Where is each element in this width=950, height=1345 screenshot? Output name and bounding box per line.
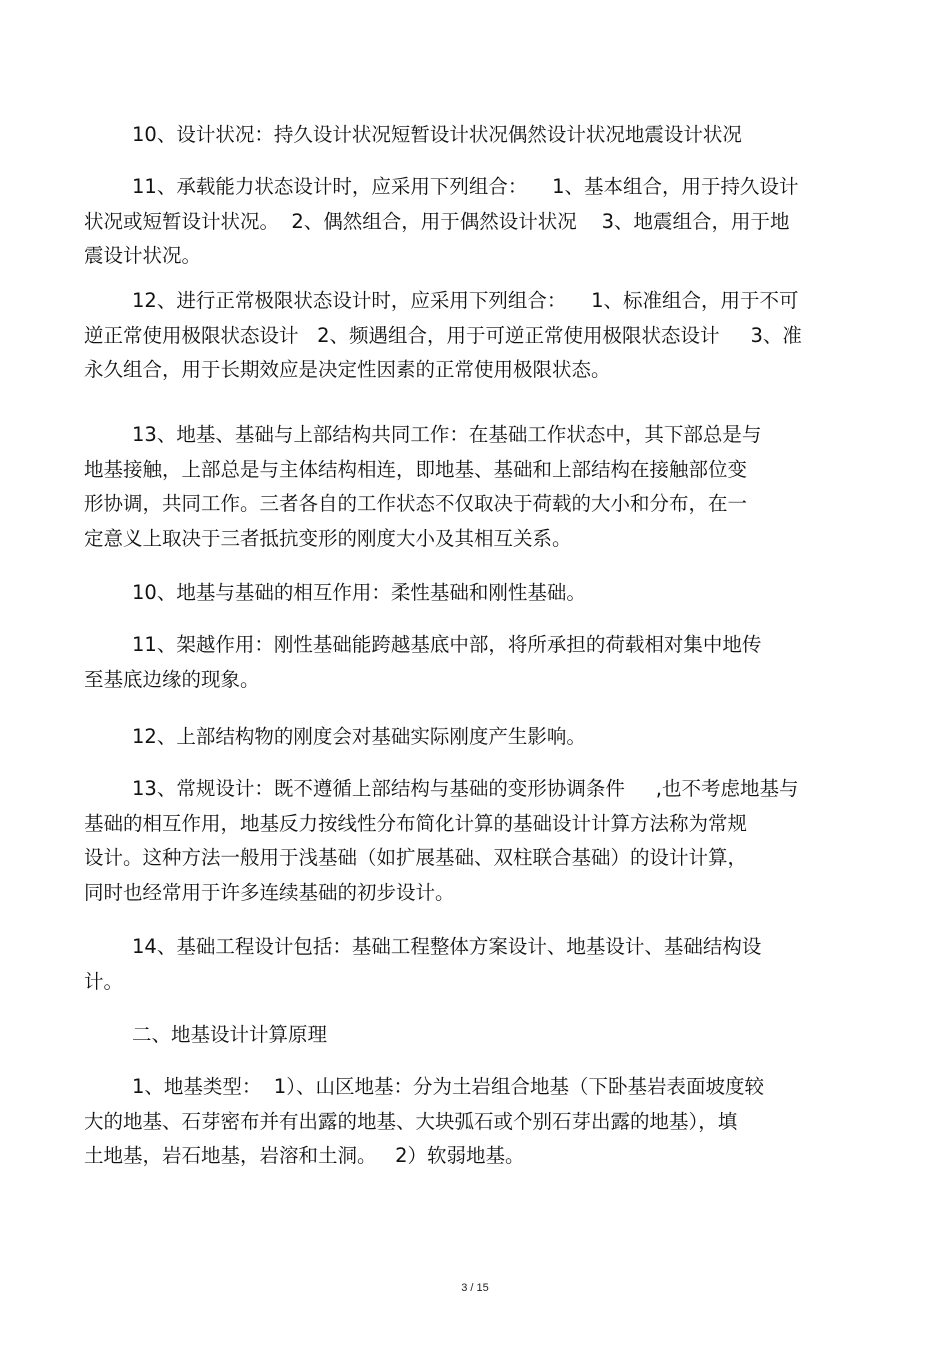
paragraph-2-line-2: 状况或短暂设计状况。 2、偶然组合，用于偶然设计状况 3、地震组合，用于地: [84, 209, 790, 233]
paragraph-3-line-1: 12、进行正常极限状态设计时，应采用下列组合： 1、标准组合，用于不可: [132, 289, 799, 312]
paragraph-10-line-1: 二、地基设计计算原理: [132, 1023, 328, 1046]
paragraph-6-line-1: 11、架越作用：刚性基础能跨越基底中部，将所承担的荷载相对集中地传: [132, 633, 762, 656]
paragraph-2-line-3: 震设计状况。: [84, 244, 202, 267]
paragraph-4-line-2: 地基接触，上部总是与主体结构相连，即地基、基础和上部结构在接触部位变: [84, 457, 748, 481]
paragraph-8-line-4: 同时也经常用于许多连续基础的初步设计。: [84, 880, 455, 904]
paragraph-11-line-3: 土地基，岩石地基，岩溶和土洞。 2）软弱地基。: [84, 1144, 525, 1167]
paragraph-2-line-1: 11、承载能力状态设计时，应采用下列组合： 1、基本组合，用于持久设计: [132, 175, 799, 198]
paragraph-9-line-2: 计。: [84, 969, 124, 993]
paragraph-9-line-1: 14、基础工程设计包括：基础工程整体方案设计、地基设计、基础结构设: [132, 935, 762, 958]
paragraph-4-line-4: 定意义上取决于三者抵抗变形的刚度大小及其相互关系。: [84, 526, 572, 550]
paragraph-7-line-1: 12、上部结构物的刚度会对基础实际刚度产生影响。: [132, 725, 586, 748]
paragraph-3-line-3: 永久组合，用于长期效应是决定性因素的正常使用极限状态。: [84, 358, 611, 381]
paragraph-8-line-2: 基础的相互作用，地基反力按线性分布简化计算的基础设计计算方法称为常规: [84, 811, 748, 835]
paragraph-8-line-1: 13、常规设计：既不遵循上部结构与基础的变形协调条件 ,也不考虑地基与: [132, 777, 799, 800]
paragraph-6-line-2: 至基底边缘的现象。: [84, 667, 260, 691]
page-number: 3 / 15: [461, 1282, 489, 1294]
paragraph-4-line-1: 13、地基、基础与上部结构共同工作：在基础工作状态中，其下部总是与: [132, 423, 762, 446]
paragraph-5-line-1: 10、地基与基础的相互作用：柔性基础和刚性基础。: [132, 581, 586, 604]
paragraph-11-line-2: 大的地基、石芽密布并有出露的地基、大块弧石或个别石芽出露的地基），填: [84, 1109, 738, 1133]
paragraph-8-line-3: 设计。这种方法一般用于浅基础（如扩展基础、双柱联合基础）的设计计算，: [84, 846, 748, 869]
paragraph-11-line-1: 1、地基类型： 1）、山区地基：分为土岩组合地基（下卧基岩表面坡度较: [132, 1075, 764, 1098]
paragraph-4-line-3: 形协调，共同工作。三者各自的工作状态不仅取决于荷载的大小和分布，在一: [84, 492, 748, 515]
paragraph-1-line-1: 10、设计状况：持久设计状况短暂设计状况偶然设计状况地震设计状况: [132, 123, 742, 146]
paragraph-3-line-2: 逆正常使用极限状态设计 2、频遇组合，用于可逆正常使用极限状态设计 3、准: [84, 323, 802, 347]
